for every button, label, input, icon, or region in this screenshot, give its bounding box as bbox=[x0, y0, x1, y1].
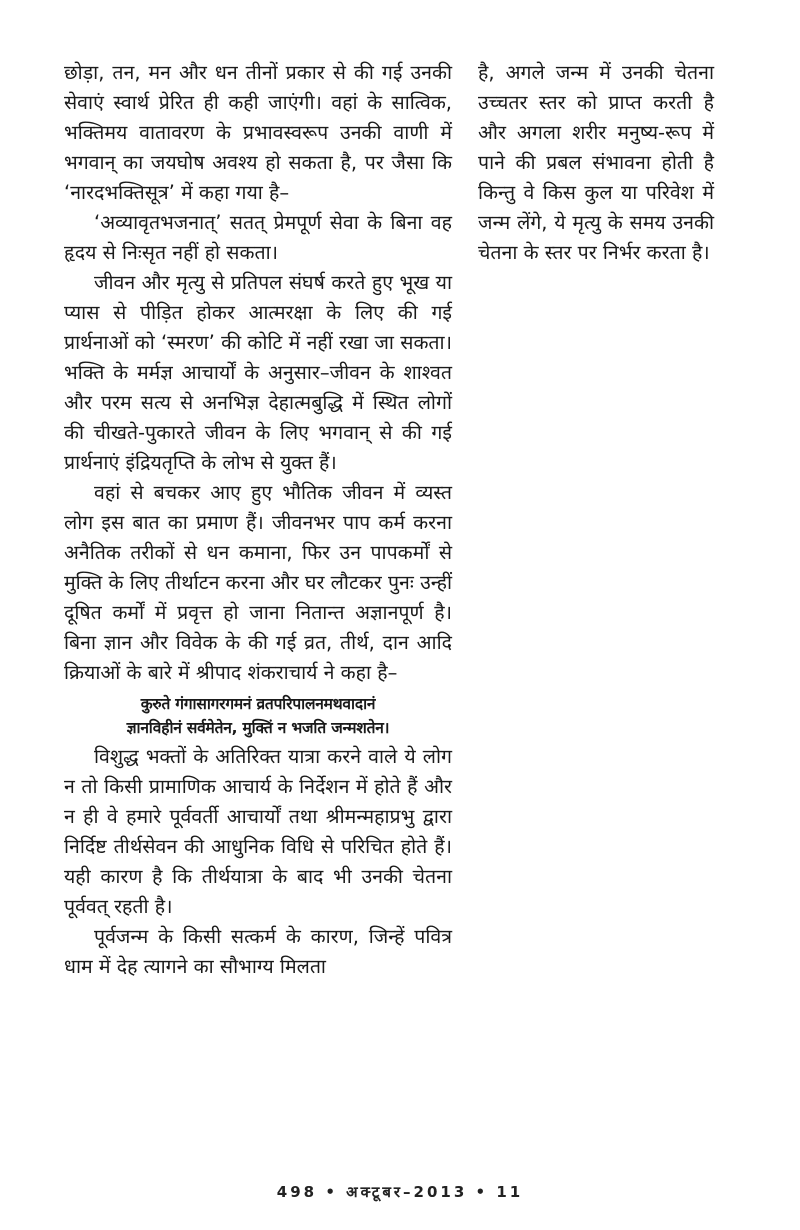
left-column bbox=[64, 58, 452, 982]
paragraph-3: जीवन और मृत्यु से प्रतिपल संघर्ष करते हुए भूख या प्यास से पीड़ित होकर आत्मरक्षा के लिए की गई प्रार्थनाओं को ‘स्मरण’ की कोटि में नहीं रखा जा सकता। भक्ति के मर्मज्ञ आचार्यों के अनुसार–जीवन के शाश्वत और परम सत्य से अनभिज्ञ देहात्मबुद्धि में स्थित लोगों की चीखते-पुकारते जीवन के लिए भगवान् से की गई प्रार्थनाएं इंद्रियतृप्ति के लोभ से युक्त हैं। bbox=[64, 271, 452, 474]
paragraph-1: छोड़ा, तन, मन और धन तीनों प्रकार से की गई उनकी सेवाएं स्वार्थ प्रेरित ही कही जाएंगी। वहां के सात्विक, भक्तिमय वातावरण के प्रभावस्वरूप उनकी वाणी में भगवान् का जयघोष अवश्य हो सकता है, पर जैसा कि ‘नारदभक्तिसूत्र’ में कहा गया है– bbox=[64, 61, 452, 204]
paragraph-4: वहां से बचकर आए हुए भौतिक जीवन में व्यस्त लोग इस बात का प्रमाण हैं। जीवनभर पाप कर्म करना अनैतिक तरीकों से धन कमाना, फिर उन पापकर्मों से मुक्ति के लिए तीर्थाटन करना और घर लौटकर पुनः उन्हीं दूषित कर्मों में प्रवृत्त हो जाना नितान्त अज्ञानपूर्ण है। बिना ज्ञान और विवेक के की गई व्रत, तीर्थ, दान आदि क्रियाओं के बारे में श्रीपाद शंकराचार्य ने कहा है– bbox=[64, 481, 452, 684]
paragraph-5: विशुद्ध भक्तों के अतिरिक्त यात्रा करने वाले ये लोग न तो किसी प्रामाणिक आचार्य के निर्देशन में होते हैं और न ही वे हमारे पूर्ववर्ती आचार्यों तथा श्रीमन्महाप्रभु द्वारा निर्दिष्ट तीर्थसेवन की आधुनिक विधि से परिचित होते हैं। यही कारण है कि तीर्थयात्रा के बाद भी उनकी चेतना पूर्ववत् रहती है। bbox=[64, 745, 452, 918]
right-paragraph-1: है, अगले जन्म में उनकी चेतना उच्चतर स्तर को प्राप्त करती है और अगला शरीर मनुष्य-रूप में पाने की प्रबल संभावना होती है किन्तु वे किस कुल या परिवेश में जन्म लेंगे, ये मृत्यु के समय उनकी चेतना के स्तर पर निर्भर करता है। bbox=[478, 61, 714, 264]
sanskrit-verse bbox=[62, 692, 454, 740]
verse-line-2: ज्ञानविहीनं सर्वमेतेन, मुक्तिं न भजति जन्मशतेन। bbox=[126, 719, 390, 737]
page-footer: 498 • अक्टूबर–2013 • 11 bbox=[276, 1183, 524, 1201]
paragraph-2: ‘अव्यावृतभजनात्’ सतत् प्रेमपूर्ण सेवा के बिना वह हृदय से निःसृत नहीं हो सकता। bbox=[64, 211, 452, 264]
paragraph-6: पूर्वजन्म के किसी सत्कर्म के कारण, जिन्हें पवित्र धाम में देह त्यागने का सौभाग्य मिलता bbox=[64, 925, 452, 978]
right-column bbox=[478, 58, 714, 268]
verse-line-1: कुरुते गंगासागरगमनं व्रतपरिपालनमथवादानं bbox=[140, 695, 376, 713]
